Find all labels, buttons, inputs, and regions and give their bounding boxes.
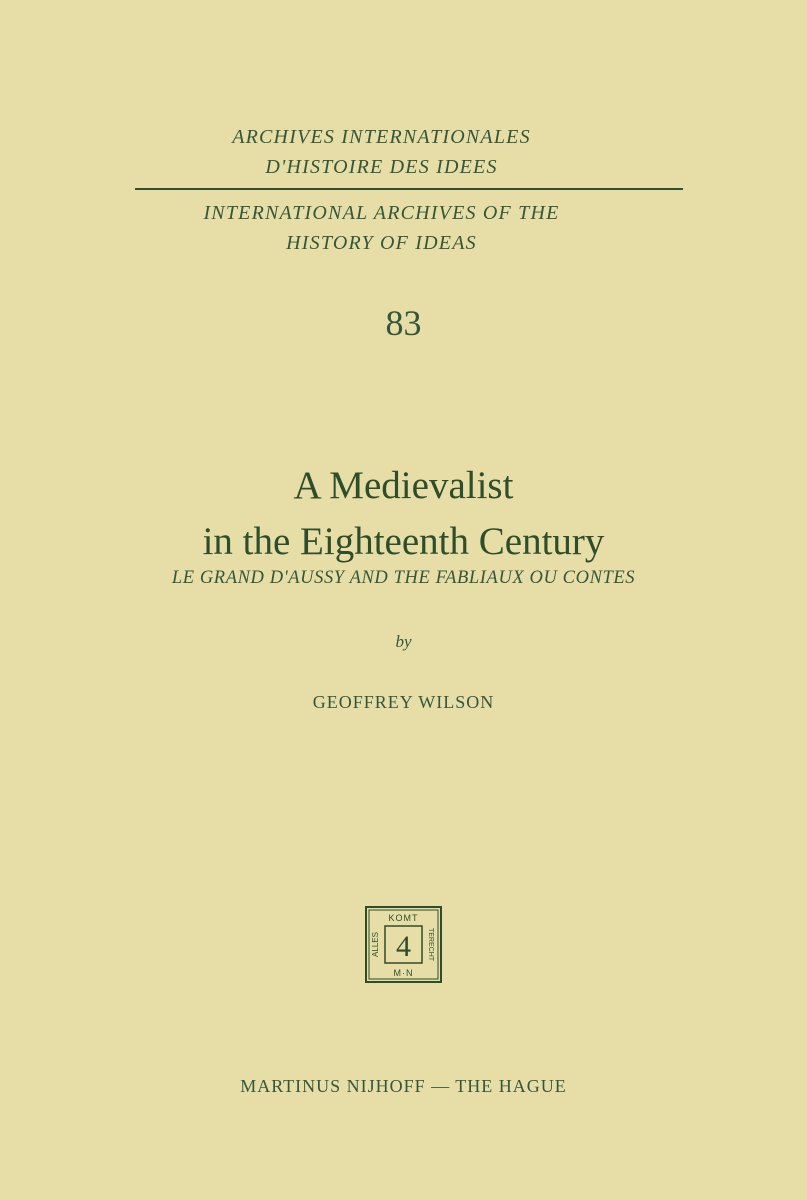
book-subtitle: LE GRAND D'AUSSY AND THE FABLIAUX OU CONTES	[171, 568, 636, 588]
series-title-english-line1: INTERNATIONAL ARCHIVES OF THE	[203, 202, 560, 224]
divider-rule	[135, 188, 683, 190]
series-title-french	[0, 122, 785, 182]
series-title-french-line2: D'HISTOIRE DES IDEES	[265, 156, 498, 178]
emblem-bottom-text: M·N	[393, 968, 414, 978]
emblem-center-text: 4	[396, 930, 411, 963]
emblem-right-text: TERECHT	[427, 927, 434, 962]
volume-number: 83	[385, 303, 422, 343]
emblem-top-text: KOMT	[388, 913, 419, 923]
author-name: GEOFFREY WILSON	[312, 692, 495, 712]
series-title-english	[0, 198, 785, 258]
emblem-left-text: ALLES	[371, 932, 380, 957]
book-title	[0, 458, 807, 570]
publisher-emblem-icon	[365, 906, 442, 983]
series-title-english-line2: HISTORY OF IDEAS	[286, 232, 477, 254]
series-title-french-line1: ARCHIVES INTERNATIONALES	[232, 126, 531, 148]
by-label: by	[395, 632, 412, 651]
book-title-line1: A Medievalist	[293, 464, 514, 507]
book-title-line2: in the Eighteenth Century	[202, 520, 605, 563]
publisher-imprint: MARTINUS NIJHOFF — THE HAGUE	[240, 1076, 567, 1096]
